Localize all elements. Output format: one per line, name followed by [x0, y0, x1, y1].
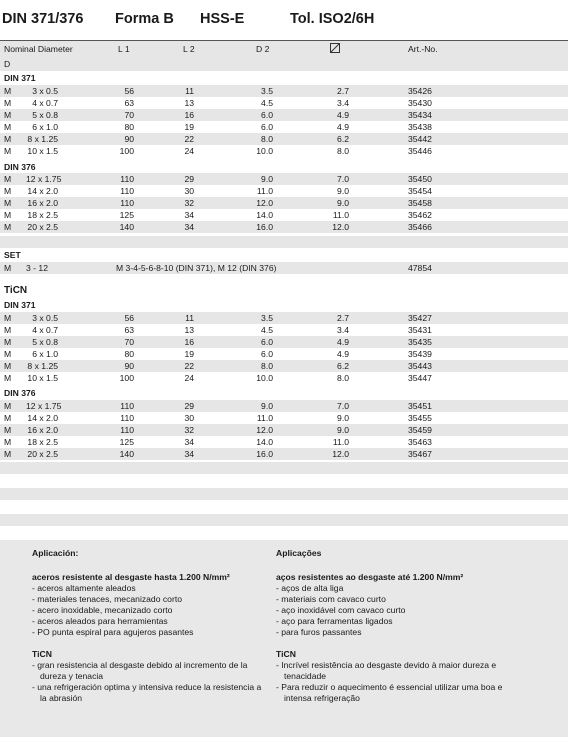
cell-dt: 3.4: [337, 98, 349, 108]
cell-l1: 110: [120, 174, 134, 184]
cell-d2: 16.0: [256, 222, 273, 232]
cell-m: M: [4, 146, 12, 156]
cell-art: 35447: [408, 373, 432, 383]
table-row: [0, 312, 568, 324]
cell-art: 35451: [408, 401, 432, 411]
cell-m: M: [4, 325, 12, 335]
cell-l1: 90: [124, 134, 134, 144]
section-label: DIN 371: [4, 73, 36, 83]
cell-l1: 110: [120, 186, 134, 196]
cell-art: 35443: [408, 361, 432, 371]
cell-d2: 6.0: [261, 337, 273, 347]
cell-d2: 3.5: [261, 313, 273, 323]
cell-l2: 30: [184, 186, 194, 196]
list-item: - Para reduzir o aquecimento é essencial utilizar uma boa e intensa refrigeração: [276, 682, 516, 704]
cell-art: 35466: [408, 222, 432, 232]
cell-art: 35427: [408, 313, 432, 323]
cell-d: 20 x 2.5: [27, 222, 58, 232]
cell-l1: 56: [124, 313, 134, 323]
cell-l1: 140: [119, 449, 134, 459]
header-d2: D 2: [256, 44, 270, 54]
cell-l2: 32: [184, 425, 194, 435]
cell-d2: 8.0: [261, 134, 273, 144]
cell-d2: 14.0: [256, 437, 273, 447]
cell-l1: 70: [124, 110, 134, 120]
table-row: [0, 209, 568, 221]
cell-d2: 6.0: [261, 349, 273, 359]
cell-dt: 11.0: [332, 210, 349, 220]
cell-art: 35467: [408, 449, 432, 459]
cell-m: M: [4, 413, 12, 423]
list-item: - materiais com cavaco curto: [276, 594, 516, 605]
application-es-sub1: aceros resistente al desgaste hasta 1.200 N/mm²: [32, 572, 230, 582]
cell-dt: 12.0: [332, 222, 349, 232]
cell-art: 35434: [408, 110, 432, 120]
table-row: [0, 336, 568, 348]
list-item: - materiales tenaces, mecanizado corto: [32, 594, 262, 605]
list-item: - aço para ferramentas ligados: [276, 616, 516, 627]
cell-d: 12 x 1.75: [26, 401, 62, 411]
list-item: - PO punta espiral para agujeros pasantes: [32, 627, 262, 638]
header-l2: L 2: [183, 44, 195, 54]
cell-d: 4 x 0.7: [32, 98, 58, 108]
cell-m: M: [4, 313, 12, 323]
cell-dt: 6.2: [337, 134, 349, 144]
cell-art: 35438: [408, 122, 432, 132]
cell-d: 18 x 2.5: [27, 437, 58, 447]
cell-d2: 9.0: [261, 174, 273, 184]
cell-l2: 19: [184, 349, 194, 359]
cell-d: 10 x 1.5: [27, 146, 58, 156]
header-l1: L 1: [118, 44, 130, 54]
cell-l1: 110: [120, 425, 134, 435]
list-item: - aceros aleados para herramientas: [32, 616, 262, 627]
cell-art: 35462: [408, 210, 432, 220]
cell-d2: 12.0: [256, 425, 273, 435]
cell-art: 35431: [408, 325, 432, 335]
cell-l2: 24: [184, 373, 194, 383]
cell-l2: 34: [184, 222, 194, 232]
cell-d: 5 x 0.8: [32, 110, 58, 120]
cell-l1: 56: [124, 86, 134, 96]
cell-d2: 9.0: [261, 401, 273, 411]
cell-l2: 30: [184, 413, 194, 423]
list-item: - para furos passantes: [276, 627, 516, 638]
cell-d: 12 x 1.75: [26, 174, 62, 184]
cell-d: 20 x 2.5: [27, 449, 58, 459]
list-item: - aceros altamente aleados: [32, 583, 262, 594]
list-item: - acero inoxidable, mecanizado corto: [32, 605, 262, 616]
cell-m: M: [4, 263, 12, 273]
cell-dt: 2.7: [337, 313, 349, 323]
table-row: [0, 360, 568, 372]
cell-d: 8 x 1.25: [27, 361, 58, 371]
cell-l2: 34: [184, 449, 194, 459]
cell-m: M: [4, 373, 12, 383]
cell-art: 35454: [408, 186, 432, 196]
cell-l2: 11: [185, 86, 194, 96]
cell-l2: 16: [184, 110, 194, 120]
cell-dt: 4.9: [337, 349, 349, 359]
spacer-row: [0, 514, 568, 526]
cell-l1: 110: [120, 413, 134, 423]
application-panel: [0, 540, 568, 737]
cell-l1: 90: [124, 361, 134, 371]
cell-l1: 70: [124, 337, 134, 347]
cell-d: 8 x 1.25: [27, 134, 58, 144]
cell-d2: 4.5: [261, 98, 273, 108]
cell-d2: 10.0: [256, 373, 273, 383]
table-row: [0, 197, 568, 209]
cell-art: 35463: [408, 437, 432, 447]
table-row: [0, 324, 568, 336]
cell-l1: 125: [119, 437, 134, 447]
cell-art: 35426: [408, 86, 432, 96]
cell-l2: 29: [184, 401, 194, 411]
cell-m: M: [4, 349, 12, 359]
cell-l2: 22: [184, 361, 194, 371]
cell-d: 3 - 12: [26, 263, 48, 273]
cell-d: 14 x 2.0: [27, 413, 58, 423]
table-row: [0, 221, 568, 233]
cell-m: M: [4, 337, 12, 347]
header-d: D: [4, 59, 11, 69]
cell-dt: 4.9: [337, 110, 349, 120]
cell-m: M: [4, 122, 12, 132]
cell-art: 35450: [408, 174, 432, 184]
cell-m: M: [4, 110, 12, 120]
table-row: [0, 372, 568, 384]
application-es-heading: Aplicación:: [32, 548, 79, 558]
cell-d2: 10.0: [256, 146, 273, 156]
cell-m: M: [4, 86, 12, 96]
cell-d2: 6.0: [261, 122, 273, 132]
cell-d: 3 x 0.5: [32, 86, 58, 96]
cell-d: 4 x 0.7: [32, 325, 58, 335]
cell-l1: 110: [120, 401, 134, 411]
cell-m: M: [4, 222, 12, 232]
cell-m: M: [4, 210, 12, 220]
table-row: [0, 145, 568, 157]
set-row: [0, 262, 568, 274]
cell-l2: 32: [184, 198, 194, 208]
cell-art: 35455: [408, 413, 432, 423]
spacer-row: [0, 462, 568, 474]
application-es-list1: [32, 583, 262, 638]
cell-d2: 16.0: [256, 449, 273, 459]
cell-l1: 80: [124, 349, 134, 359]
title-forma: Forma B: [115, 11, 174, 27]
cell-m: M: [4, 401, 12, 411]
cell-l1: 110: [120, 198, 134, 208]
cell-d2: 14.0: [256, 210, 273, 220]
cell-l2: 34: [184, 437, 194, 447]
cell-l2: 16: [184, 337, 194, 347]
cell-m: M: [4, 437, 12, 447]
cell-l2: 19: [184, 122, 194, 132]
table-row: [0, 348, 568, 360]
application-es-sub2: TiCN: [32, 649, 52, 659]
table-row: [0, 97, 568, 109]
cell-d: 6 x 1.0: [32, 349, 58, 359]
cell-d: 5 x 0.8: [32, 337, 58, 347]
section-label: DIN 376: [4, 162, 36, 172]
cell-d2: 3.5: [261, 86, 273, 96]
cell-dt: 7.0: [337, 401, 349, 411]
title-din: DIN 371/376: [2, 11, 84, 27]
table-row: [0, 121, 568, 133]
cell-l1: 100: [119, 146, 134, 156]
title-bar: [0, 0, 568, 40]
table-row: [0, 400, 568, 412]
table-row: [0, 448, 568, 460]
title-material: HSS-E: [200, 11, 245, 27]
table-row: [0, 133, 568, 145]
section-label: DIN 376: [4, 388, 36, 398]
spacer-row: [0, 488, 568, 500]
list-item: - aços de alta liga: [276, 583, 516, 594]
cell-d: 14 x 2.0: [27, 186, 58, 196]
table-row: [0, 185, 568, 197]
cell-d: 18 x 2.5: [27, 210, 58, 220]
cell-dt: 3.4: [337, 325, 349, 335]
application-es: [32, 548, 262, 715]
table-row: [0, 85, 568, 97]
cell-d: 16 x 2.0: [27, 198, 58, 208]
cell-d2: 11.0: [256, 186, 273, 196]
cell-m: M: [4, 174, 12, 184]
title-tolerance: Tol. ISO2/6H: [290, 11, 375, 27]
cell-m: M: [4, 186, 12, 196]
cell-desc: M 3-4-5-6-8-10 (DIN 371), M 12 (DIN 376): [116, 263, 277, 273]
cell-dt: 7.0: [337, 174, 349, 184]
cell-dt: 11.0: [332, 437, 349, 447]
cell-art: 35435: [408, 337, 432, 347]
cell-l1: 80: [124, 122, 134, 132]
cell-l1: 140: [119, 222, 134, 232]
list-item: - Incrível resistência ao desgaste devido à maior dureza e tenacidade: [276, 660, 516, 682]
table-row: [0, 109, 568, 121]
cell-m: M: [4, 361, 12, 371]
table-row: [0, 173, 568, 185]
cell-l2: 29: [184, 174, 194, 184]
cell-m: M: [4, 134, 12, 144]
application-pt-list2: [276, 660, 516, 704]
application-pt-list1: [276, 583, 516, 638]
cell-art: 35458: [408, 198, 432, 208]
section-label: SET: [4, 250, 21, 260]
cell-dt: 9.0: [337, 186, 349, 196]
cell-dt: 9.0: [337, 198, 349, 208]
cell-l2: 22: [184, 134, 194, 144]
cell-dt: 4.9: [337, 337, 349, 347]
cell-d2: 12.0: [256, 198, 273, 208]
application-pt-heading: Aplicações: [276, 548, 322, 558]
header-art: Art.-No.: [408, 44, 438, 54]
cell-d2: 6.0: [261, 110, 273, 120]
spacer-row: [0, 236, 568, 248]
cell-d2: 11.0: [256, 413, 273, 423]
drill-diameter-icon: [330, 43, 340, 55]
cell-l2: 13: [184, 325, 194, 335]
cell-dt: 9.0: [337, 425, 349, 435]
cell-d: 16 x 2.0: [27, 425, 58, 435]
cell-m: M: [4, 425, 12, 435]
cell-l1: 63: [124, 325, 134, 335]
cell-l2: 11: [185, 313, 194, 323]
application-pt: [276, 548, 516, 715]
cell-m: M: [4, 198, 12, 208]
cell-l1: 63: [124, 98, 134, 108]
header-nominal: Nominal Diameter: [4, 44, 73, 54]
cell-dt: 6.2: [337, 361, 349, 371]
cell-l1: 125: [119, 210, 134, 220]
cell-dt: 4.9: [337, 122, 349, 132]
cell-dt: 12.0: [332, 449, 349, 459]
application-pt-sub2: TiCN: [276, 649, 296, 659]
cell-d: 3 x 0.5: [32, 313, 58, 323]
cell-d: 6 x 1.0: [32, 122, 58, 132]
section-label: DIN 371: [4, 300, 36, 310]
cell-l1: 100: [119, 373, 134, 383]
section-label: TiCN: [4, 285, 28, 296]
cell-art: 35439: [408, 349, 432, 359]
cell-art: 35442: [408, 134, 432, 144]
application-es-list2: [32, 660, 262, 704]
cell-dt: 8.0: [337, 146, 349, 156]
table-row: [0, 436, 568, 448]
cell-art: 35430: [408, 98, 432, 108]
table-row: [0, 412, 568, 424]
cell-dt: 2.7: [337, 86, 349, 96]
table-row: [0, 424, 568, 436]
cell-l2: 13: [184, 98, 194, 108]
list-item: - aço inoxidável com cavaco curto: [276, 605, 516, 616]
list-item: - una refrigeración optima y intensiva reduce la resistencia a la abrasión: [32, 682, 262, 704]
cell-d2: 8.0: [261, 361, 273, 371]
cell-d2: 4.5: [261, 325, 273, 335]
cell-art: 35446: [408, 146, 432, 156]
table-header: [0, 40, 568, 71]
cell-dt: 8.0: [337, 373, 349, 383]
cell-d: 10 x 1.5: [27, 373, 58, 383]
cell-l2: 34: [184, 210, 194, 220]
cell-art: 47854: [408, 263, 432, 273]
cell-art: 35459: [408, 425, 432, 435]
cell-l2: 24: [184, 146, 194, 156]
cell-dt: 9.0: [337, 413, 349, 423]
cell-m: M: [4, 98, 12, 108]
application-pt-sub1: aços resistentes ao desgaste até 1.200 N/mm²: [276, 572, 464, 582]
cell-m: M: [4, 449, 12, 459]
list-item: - gran resistencia al desgaste debido al incremento de la dureza y tenacia: [32, 660, 262, 682]
